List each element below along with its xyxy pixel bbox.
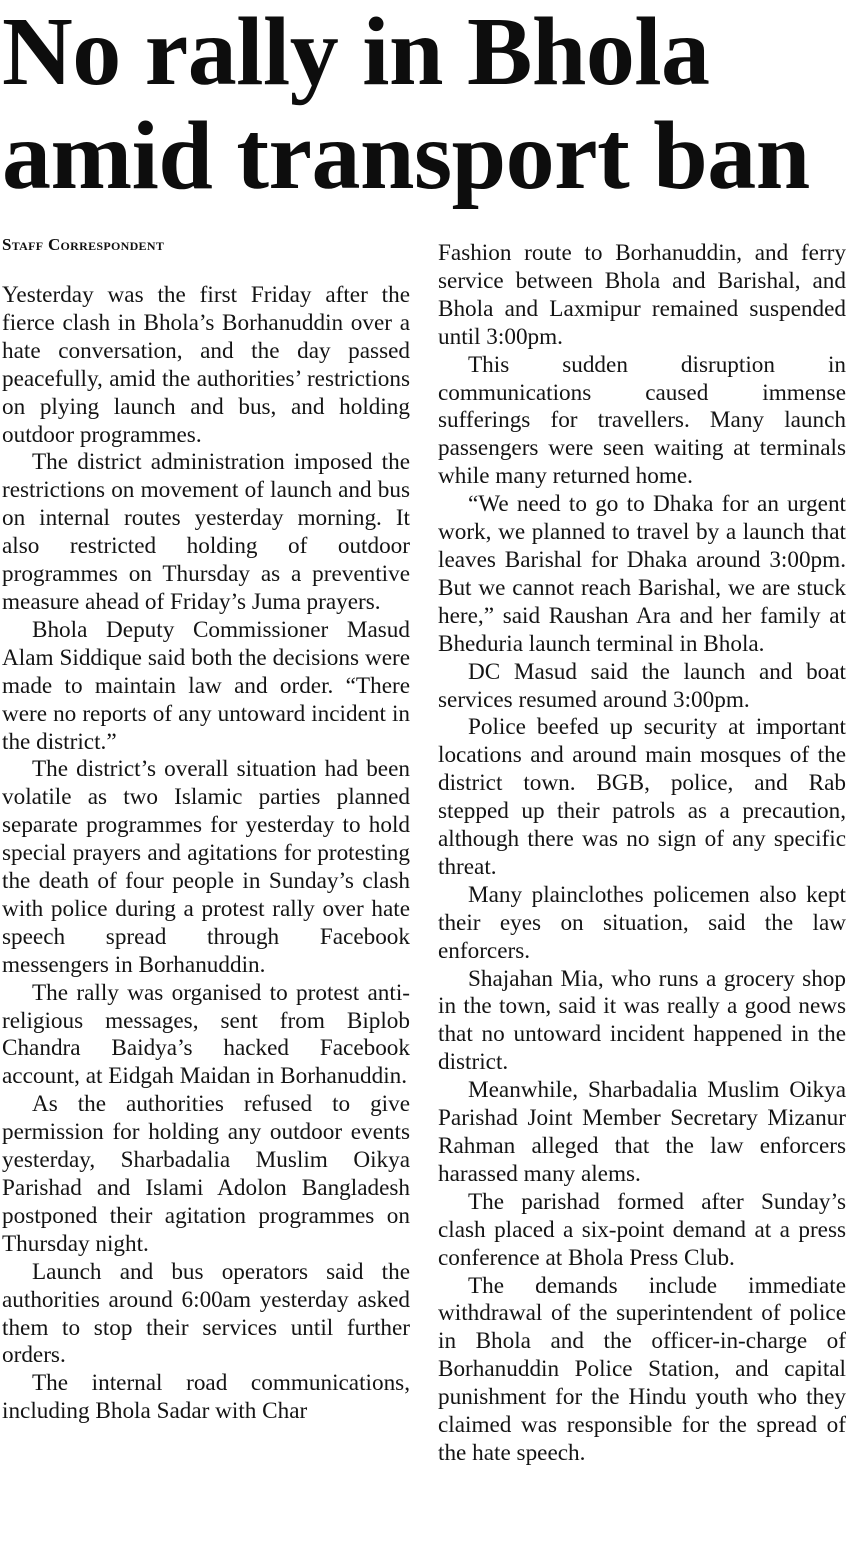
paragraph: The district’s overall situation had been volatile as two Islamic parties planned separate programmes for yesterday to hold special prayers and agitations for protesting the death of four people in Sunday’s clash with police during a protest rally over hate speech spread through Facebook messengers in Borhanuddin.: [2, 756, 410, 978]
paragraph: This sudden disruption in communications caused immense sufferings for travellers. Many launch passengers were seen waiting at terminals while many returned home.: [438, 351, 846, 490]
paragraph-continued: The internal road communications, including Bhola Sadar with Char: [2, 1370, 410, 1425]
byline: Staff Correspondent: [2, 235, 165, 254]
headline-line-1: No rally in Bhola: [2, 0, 710, 106]
paragraph: Meanwhile, Sharbadalia Muslim Oikya Parishad Joint Member Secretary Mizanur Rahman alleged that the law enforcers harassed many alems.: [438, 1077, 846, 1187]
paragraph: Many plainclothes policemen also kept their eyes on situation, said the law enforcers.: [438, 881, 846, 964]
paragraph: The district administration imposed the restrictions on movement of launch and bus on internal routes yesterday morning. It also restricted holding of outdoor programmes on Thursday as a preventive measure ahead of Friday’s Juma prayers.: [2, 449, 410, 615]
paragraph: The demands include immediate withdrawal of the superintendent of police in Bhola and the officer-in-charge of Borhanuddin Police Station, and capital punishment for the Hindu youth who they claimed was responsible for the spread of the hate speech.: [438, 1272, 846, 1466]
headline-line-2: amid transport ban: [2, 102, 810, 210]
paragraph: Launch and bus operators said the authorities around 6:00am yesterday asked them to stop their services until further orders.: [2, 1258, 410, 1369]
paragraph-continuation: Fashion route to Borhanuddin, and ferry service between Bhola and Barishal, and Bhola and Laxmipur remained suspended until 3:00pm.: [438, 240, 846, 350]
paragraph: “We need to go to Dhaka for an urgent work, we planned to travel by a launch that leaves Barishal for Dhaka around 3:00pm. But we cannot reach Barishal, we are stuck here,” said Raushan Ara and her family at Bheduria launch terminal in Bhola.: [438, 491, 846, 657]
article-column-right: [438, 240, 846, 1468]
article-column-left: [2, 282, 410, 1426]
paragraph: Police beefed up security at important locations and around main mosques of the district town. BGB, police, and Rab stepped up their patrols as a precaution, although there was no sign of any specific threat.: [438, 714, 846, 880]
paragraph: Bhola Deputy Commissioner Masud Alam Siddique said both the decisions were made to maintain law and order. “There were no reports of any untoward incident in the district.”: [2, 616, 410, 755]
paragraph: Yesterday was the first Friday after the fierce clash in Bhola’s Borhanuddin over a hate conversation, and the day passed peacefully, amid the authorities’ restrictions on plying launch and bus, and holding outdoor programmes.: [2, 282, 410, 448]
paragraph: Shajahan Mia, who runs a grocery shop in the town, said it was really a good news that no untoward incident happened in the district.: [438, 965, 846, 1076]
paragraph: The parishad formed after Sunday’s clash placed a six-point demand at a press conference at Bhola Press Club.: [438, 1188, 846, 1271]
headline: [2, 0, 848, 208]
paragraph: DC Masud said the launch and boat services resumed around 3:00pm.: [438, 658, 846, 713]
paragraph: The rally was organised to protest anti-religious messages, sent from Biplob Chandra Baidya’s hacked Facebook account, at Eidgah Maidan in Borhanuddin.: [2, 979, 410, 1090]
paragraph: As the authorities refused to give permission for holding any outdoor events yesterday, Sharbadalia Muslim Oikya Parishad and Islami Adolon Bangladesh postponed their agitation programmes on Thursday night.: [2, 1091, 410, 1257]
